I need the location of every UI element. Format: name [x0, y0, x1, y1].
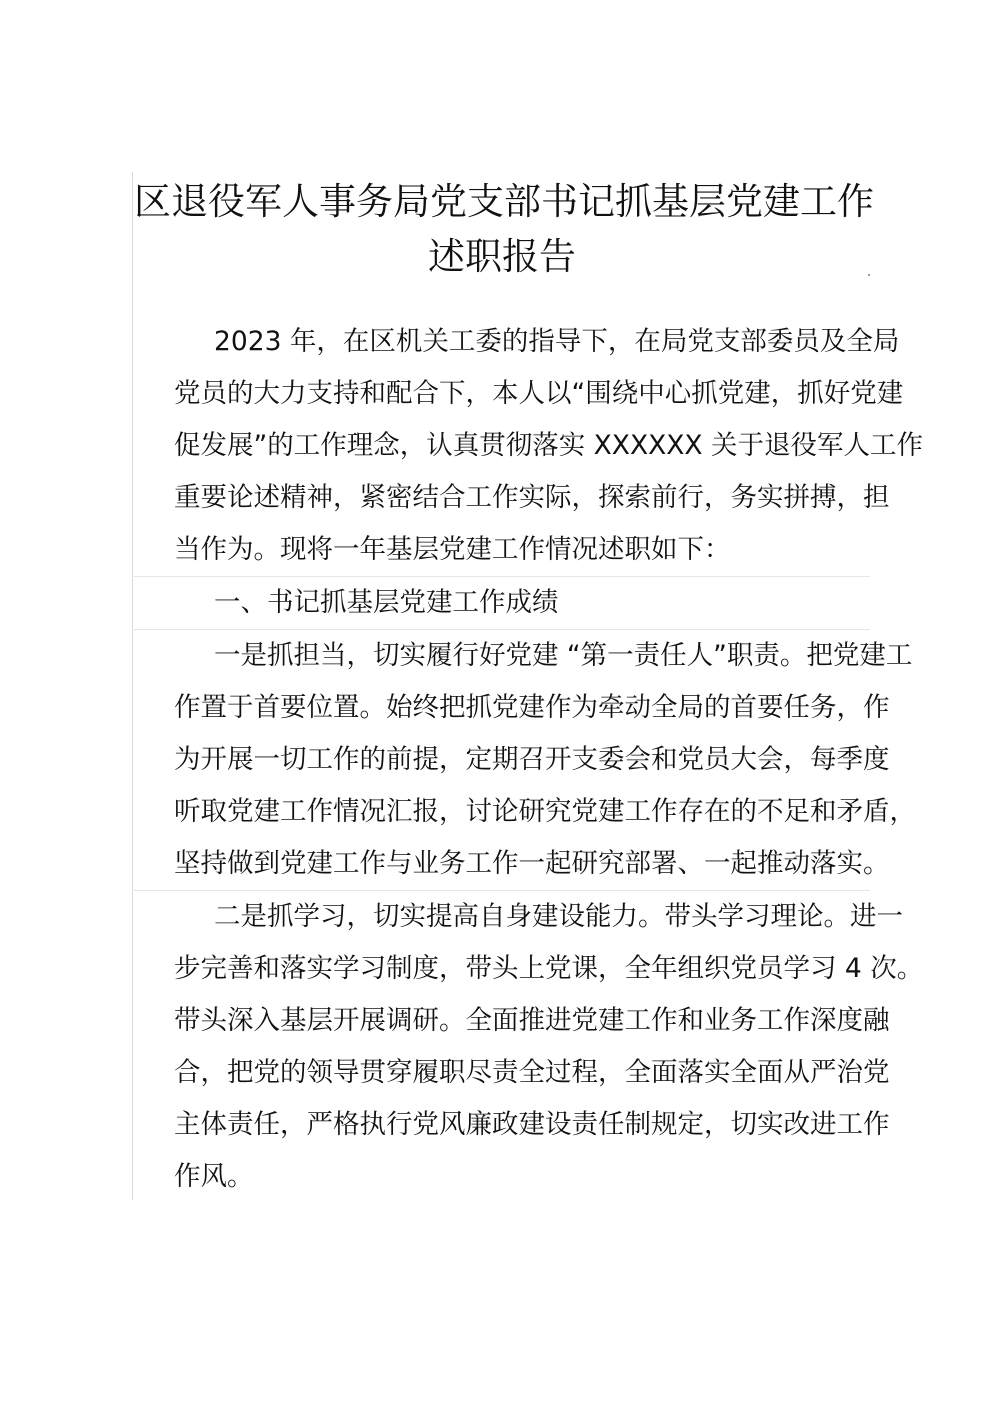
- text-line: 二是抓学习，切实提高自身建设能力。带头学习理论。进一: [214, 901, 903, 932]
- document-body: [134, 316, 924, 1203]
- text-line: 2023 年，在区机关工委的指导下，在局党支部委员及全局: [214, 326, 900, 357]
- left-margin-rule: [132, 172, 133, 1200]
- text-line: 合，把党的领导贯穿履职尽责全过程，全面落实全面从严治党: [174, 1057, 890, 1088]
- text-line: 主体责任，严格执行党风廉政建设责任制规定，切实改进工作: [174, 1109, 890, 1140]
- text-line: 作风。: [174, 1161, 254, 1192]
- text-line: 带头深入基层开展调研。全面推进党建工作和业务工作深度融: [174, 1005, 890, 1036]
- paragraph-intro: [134, 316, 923, 576]
- text-line: 坚持做到党建工作与业务工作一起研究部署、一起推动落实。: [174, 848, 890, 879]
- text-line: 为开展一切工作的前提，定期召开支委会和党员大会，每季度: [174, 744, 890, 775]
- text-line: 作置于首要位置。始终把抓党建作为牵动全局的首要任务，作: [174, 692, 890, 723]
- text-line: 听取党建工作情况汇报，讨论研究党建工作存在的不足和矛盾，: [174, 796, 916, 827]
- document-title: [134, 174, 874, 284]
- section-heading: [134, 577, 870, 629]
- text-line: 重要论述精神，紧密结合工作实际，探索前行，务实拼搏，担: [174, 482, 890, 513]
- text-line: 当作为。现将一年基层党建工作情况述职如下：: [174, 534, 731, 565]
- stray-mark: [868, 274, 870, 276]
- paragraph-study: [134, 891, 924, 1203]
- text-line: 步完善和落实学习制度，带头上党课，全年组织党员学习 4 次。: [174, 953, 924, 984]
- text-line: 一、书记抓基层党建工作成绩: [214, 587, 559, 618]
- text-line: 促发展”的工作理念，认真贯彻落实 XXXXXX 关于退役军人工作: [174, 430, 923, 461]
- paragraph-responsibility: [134, 630, 916, 890]
- text-line: 一是抓担当，切实履行好党建 “第一责任人”职责。把党建工: [214, 640, 913, 671]
- title-line-1: 区退役军人事务局党支部书记抓基层党建工作: [134, 180, 874, 223]
- text-line: 党员的大力支持和配合下，本人以“围绕中心抓党建，抓好党建: [174, 378, 904, 409]
- title-line-2: 述职报告: [428, 235, 576, 278]
